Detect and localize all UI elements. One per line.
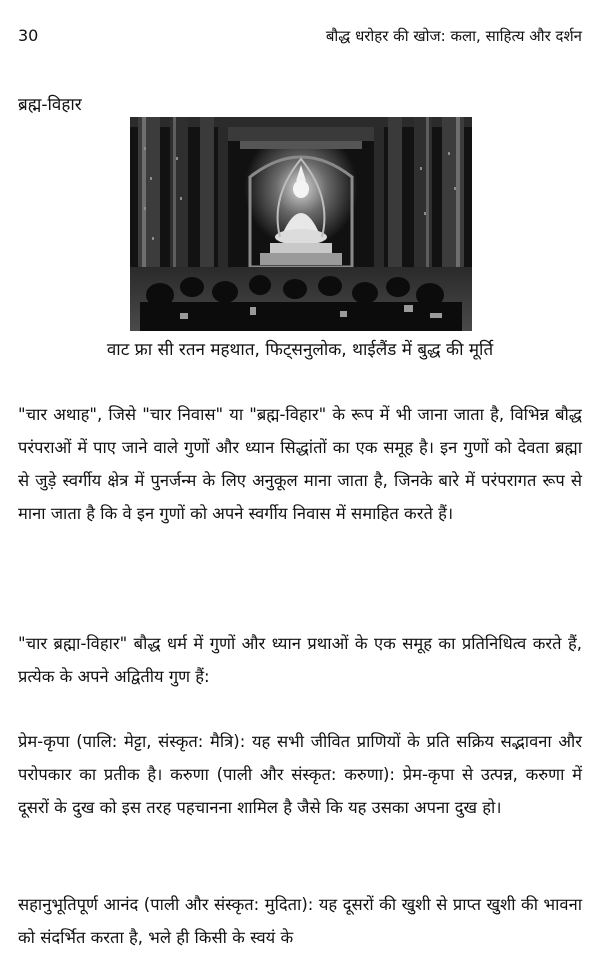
running-title: बौद्ध धरोहर की खोज: कला, साहित्य और दर्शन [325, 27, 582, 45]
paragraph: प्रेम-कृपा (पालि: मेट्टा, संस्कृत: मैत्रि): यह सभी जीवित प्राणियों के प्रति सक्रिय सद्भावना और परोपकार का प्रतीक है। करुणा (पाली और संस्कृत: करुणा): प्रेम-कृपा से उत्पन्न, करुणा में दूसरों के दुख को इस तरह पहचानना शामिल है जैसे कि यह उसका अपना दुख हो। [18, 732, 582, 817]
page-number: 30 [18, 26, 39, 45]
buddha-temple-photo [130, 117, 472, 331]
paragraph: सहानुभूतिपूर्ण आनंद (पाली और संस्कृत: मुदिता): यह दूसरों की खुशी से प्राप्त खुशी की भावना को संदर्भित करता है, भले ही किसी के स्वयं के [18, 895, 582, 947]
figure-caption: वाट फ्रा सी रतन महथात, फिट्सनुलोक, थाईलैंड में बुद्ध की मूर्ति [106, 340, 494, 360]
page-header [18, 24, 582, 48]
paragraph: "चार अथाह", जिसे "चार निवास" या "ब्रह्म-विहार" के रूप में भी जाना जाता है, विभिन्न बौद्ध परंपराओं में पाए जाने वाले गुणों और ध्यान सिद्धांतों का एक समूह है। इन गुणों को देवता ब्रह्मा से जुड़े स्वर्गीय क्षेत्र में पुनर्जन्म के लिए अनुकूल माना जाता है, जिनके बारे में परंपरागत रूप से माना जाता है कि वे इन गुणों को अपने स्वर्गीय निवास में समाहित करते हैं। [18, 405, 582, 523]
section-heading: ब्रह्म-विहार [18, 95, 82, 115]
paragraph: "चार ब्रह्मा-विहार" बौद्ध धर्म में गुणों और ध्यान प्रथाओं के एक समूह का प्रतिनिधित्व करते हैं, प्रत्येक के अपने अद्वितीय गुण हैं: [18, 634, 582, 686]
